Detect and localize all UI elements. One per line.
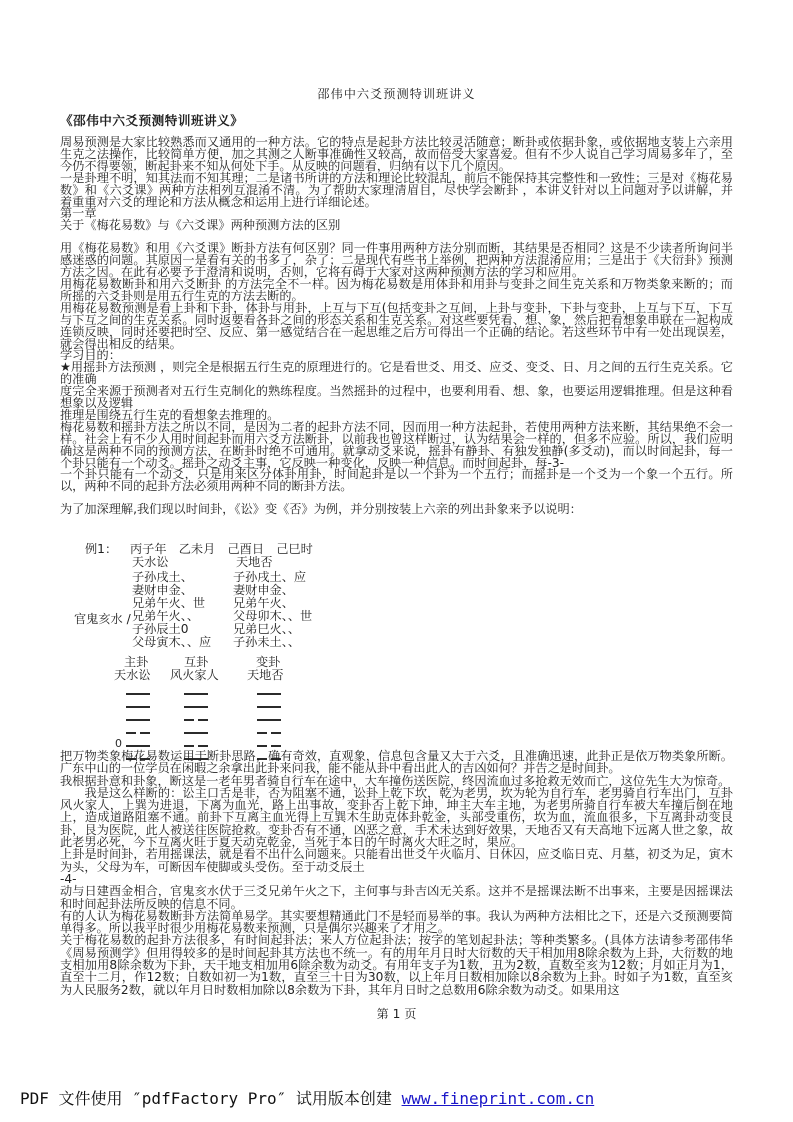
hexagram-row	[126, 682, 150, 695]
paragraph: 一是卦理不明，知其法而不知其理；二是诸书所讲的方法和理论比较混乱，前后不能保持其完整性和一致性；三是对《梅花易数》和《六爻课》两种方法相列互混淆不清。为了帮助大家理清眉目，尽快学会断卦 ，本讲义针对以上问题对予以讲解，并着重重对六爻的理论和方法从概念和运用上进行详细论述。	[60, 170, 733, 209]
yao-line-text: 子孙辰土0	[132, 622, 189, 636]
hexagram-row	[126, 695, 150, 708]
lower-section	[60, 750, 733, 1022]
yao-line-text: 子孙未土、、	[233, 635, 301, 649]
hexagram-row	[184, 721, 208, 734]
hidden-spirit-label: 官鬼亥水 /	[74, 612, 131, 626]
changed-hexagram-name: 天地否	[236, 555, 273, 569]
paragraph: ★用摇卦方法预测 ，则完全是根据五行生克的原理进行的。它是看世爻、用爻、应爻、变爻、日、月之间的五行生克关系。它的准确	[60, 360, 733, 387]
moving-line-mark: 0	[115, 737, 122, 750]
ganzhi-date: 丙子年 乙未月 己酉日 己巳时	[130, 542, 313, 556]
pdf-watermark	[20, 1086, 594, 1109]
paragraph: 用梅花易数断卦和用六爻断卦 的方法完全不一样。因为梅花易数是用体卦和用卦与变卦之间生克关系和万物类象来断的；而所摇的六爻卦则是用五行生克的方法去断的。	[60, 276, 733, 303]
changed-hexagram-yao-list	[233, 571, 312, 649]
mutual-gua-name: 风火家人	[170, 668, 219, 682]
paragraph: 周易预测是大家比较熟悉而又通用的一种方法。它的特点是起卦方法比较灵活随意；断卦或依据卦象，或依据地支装上六亲用生克之法操作，比较简单方便，加之其测之人断事准确性又较高，故而倍受大家喜爱。但有不少人说自己学习周易多年了，至今仍不得要领，断起卦来不知从何处下手。从反映的问题看，归纳有以下几个原因。	[60, 135, 733, 173]
yao-line-text: 兄弟午火、世	[132, 596, 206, 610]
paragraph: 用梅花易数预测是看上卦和下卦，体卦与用卦，上互与下互(包括变卦之互间，上卦与变卦，下卦与变卦，上互与下互，下互与下互之间的生克关系。同时返要看各卦之间的形态关系和生克关系。对这些要凭看、想、象，然后把看想象串联在一起构成连锁反映，同时还要把时空、反应、第一感觉结合在一起思维之后方可得出一个正确的结论。若这些环节中有一处出现误差，就会得出相反的结果。	[60, 300, 733, 351]
paragraph: 关于梅花易数的起卦方法很多，有时间起卦法；来人方位起卦法；按字的笔划起卦法；等种类繁多。(具体方法请参考邵伟华《周易预测学》但用得较多的是时间起卦其方法也不统一。有的用年月日时大衍数的天干相加用8除余数为上卦，大衍数的地支相加用8除余数为下卦，天干地支相加用6除余数为动爻。有用年支子为1数，丑为2数，直数至亥为12数；月如正月为1，直至十二月，作12数；日数如初一为1数，直至三十日为30数，以上年月日数相加除以8余数为上卦。时如子为1数，直至亥为人民服务2数，就以年月日时数相加除以8余数为下卦，其年月日时之总数用6除余数为动爻。如果用这	[60, 933, 733, 997]
column-header-mutual-gua: 互卦	[184, 655, 209, 669]
main-hexagram-yao-list	[132, 571, 211, 649]
hexagram-row	[257, 695, 281, 708]
paragraph: 把万物类象梅花易数运用于断卦思路，确有奇效，直观象，信息包含量又大于六爻，且准确迅速，此卦正是依万物类象所断。广东中山的一位学员在闲暇之余拿出此卦来问我，能不能从卦中看出此人的吉凶如何？并告之是时间卦。	[60, 749, 733, 776]
paragraph: 关于《梅花易数》与《六爻课》两种预测方法的区别	[60, 218, 341, 233]
yao-line-text: 子孙戌土、应	[233, 570, 307, 584]
paragraph: -4-	[60, 871, 77, 886]
hexagram-example-block	[60, 540, 733, 752]
hexagram-row	[257, 708, 281, 721]
document-title: 邵伟中六爻预测特训班讲义	[317, 87, 476, 101]
body-text-bottom	[60, 750, 733, 996]
paragraph: 有的人认为梅花易数断卦方法简单易学。其实要想精通此门不是轻而易举的事。我认为两种方法相比之下，还是六爻预测要简单得多。所以我平时很少用梅花易数来预测，只是偶尔兴趣来了才用之。	[60, 908, 733, 936]
paragraph: 一个卦只能有一个动爻，只是用来区分体卦用卦，时间起卦是以一个卦为一个五行；而摇卦是一个爻为一个象一个五行。所以，两种不同的起卦方法必须用两种不同的断卦方法。	[60, 467, 733, 494]
hexagram-row	[257, 734, 281, 747]
paragraph: 学习目的：	[60, 348, 121, 363]
yao-line-text: 兄弟午火、	[233, 596, 294, 610]
body-text-top	[60, 137, 733, 516]
hexagram-row	[115, 734, 150, 750]
yao-line-text: 妻财申金、	[132, 583, 193, 597]
paragraph: 为了加深理解,我们现以时间卦，《讼》变《否》为例，并分别按装上六亲的列出卦象来予以说明：	[60, 502, 582, 517]
yao-line-text: 子孙戌土、	[132, 570, 193, 584]
hexagram-row	[184, 708, 208, 721]
paragraph: 梅花易数和摇卦方法之所以不同，是因为二者的起卦方法不同，因而用一种方法起卦，若使用两种方法来断，其结果绝不会一样。社会上有不少人用时间起卦而用六爻方法断卦，以前我也曾这样断过，认为结果会一样的，但多不应验。所以，我们应明确这是两种不同的预测方法，在断卦时绝不可通用。就拿动爻来说，摇卦有静卦、有独发独静(多爻动)，而以时间起卦，每一个卦只能有一个动爻。摇卦之动爻主事，它反映一种变化，反映一种信息。而时间起卦，每-3-	[60, 419, 733, 470]
yao-line-text: 父母寅木、、应	[132, 635, 212, 649]
hexagram-row	[126, 708, 150, 721]
paragraph: 我是这么样断的：讼主口舌是非，否为阻塞不通，讼卦上乾下坎，乾为老男，坎为轮为自行车，老男骑自行车出门，互卦风火家人，上巽为进退，下离为血光，路上出事故，变卦否上乾下坤，坤主大车主地，为老男所骑自行车被大车撞后倒在地上，造成道路阻塞不通。前卦下互离主血光得上互巽木生助克体卦乾金，头部受重伤，坎为血，流血很多，下互离卦动变艮卦，艮为医院，此人被送往医院抢救。变卦否有不通，凶恶之意，手术未达到好效果，天地否又有天高地下远离人世之象，故此老男必死，今下互离火旺于夏天动克乾金，当死于本日的午时离火大旺之时，果应。	[60, 785, 733, 850]
main-hexagram-name: 天水讼	[132, 555, 169, 569]
paragraph: 用《梅花易数》和用《六爻课》断卦方法有何区别？同一件事用两种方法分别而断，其结果是否相同？这是不少读者所询问半感迷惑的问题。其原因一是看有关的书多了，杂了；二是现代有些书上举例，把两种方法混淆应用；三是出于《大衍卦》预测方法之因。在此有必要予于澄清和说明，否则，它将有碍于大家对这两种预测方法的学习和应用。	[60, 241, 733, 280]
yao-line-text: 兄弟巳火、、	[233, 622, 301, 636]
fineprint-link[interactable]: www.fineprint.com.cn	[401, 1089, 595, 1108]
changed-gua-name: 天地否	[247, 668, 284, 682]
paragraph: 动与日建酉金相合，官鬼亥水伏于三爻兄弟午火之下，主何事与卦吉凶无关系。这并不是摇课法断不出事来，主要是因摇课法和时间起卦法所反映的信息不同。	[60, 884, 733, 911]
column-header-changed-gua: 变卦	[256, 655, 281, 669]
pdf-notice-text: PDF 文件使用 ″pdfFactory Pro″ 试用版本创建	[20, 1089, 402, 1108]
hexagram-row	[184, 695, 208, 708]
hexagram-row	[257, 682, 281, 695]
example-label: 例1：	[85, 542, 118, 556]
paragraph: 推理是围绕五行生克的看想象去推理的。	[60, 407, 280, 422]
document-heading: 《邵伟中六爻预测特训班讲义》	[60, 113, 244, 128]
yao-line-text: 妻财申金、	[233, 583, 294, 597]
hexagram-row	[257, 721, 281, 734]
paragraph: 第一章	[60, 206, 97, 221]
hexagram-row	[184, 682, 208, 695]
yao-line-text: 父母卯木、、世	[233, 609, 313, 623]
hexagram-row	[126, 721, 150, 734]
paragraph: 度完全来源于预测者对五行生克制化的熟练程度。当然摇卦的过程中，也要利用看、想、象，也要运用逻辑推理。但是这种看想象以及逻辑	[60, 384, 733, 411]
hexagram-row	[184, 734, 208, 747]
paragraph: 上卦是时间卦，若用摇课法，就是看不出什么问题来。只能看出世爻午火临月、日休囚，应爻临日克、月墓，初爻为足，寅木为头，父母为车，可断因车使脚或头受伤。至于动爻辰土	[60, 847, 733, 874]
yao-line-text: 兄弟午火、、	[132, 609, 200, 623]
column-header-main-gua: 主卦	[124, 655, 149, 669]
page-number: 第 1 页	[376, 1006, 417, 1021]
paragraph: 我根据卦意和卦象，断这是一老年男者骑自行车在途中，大车撞伤送医院，终因流血过多抢救无效而亡，这位先生大为惊奇。	[60, 773, 731, 788]
main-gua-name: 天水讼	[114, 668, 151, 682]
